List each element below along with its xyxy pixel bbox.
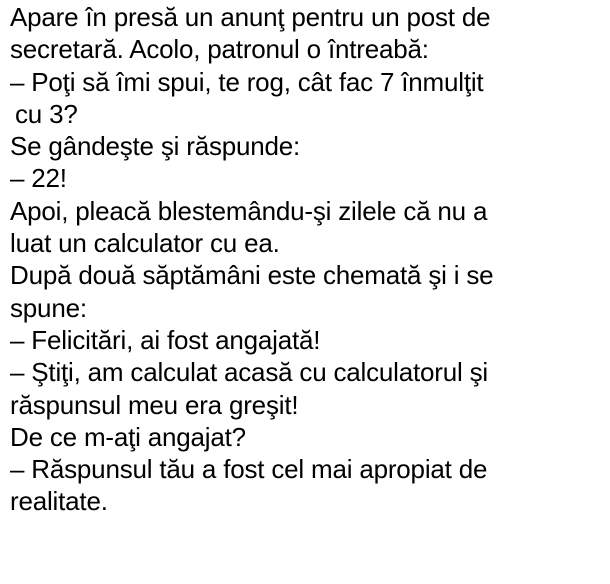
text-line: După două săptămâni este chemată şi i se xyxy=(10,260,494,291)
text-line: răspunsul meu era greşit! xyxy=(10,389,299,420)
text-line: Se gândeşte şi răspunde: xyxy=(10,131,301,162)
text-line: Apoi, pleacă blestemându-şi zilele că nu a xyxy=(10,195,488,226)
text-line: – Răspunsul tău a fost cel mai apropiat de xyxy=(10,454,488,485)
joke-text xyxy=(10,1,606,518)
text-line: spune: xyxy=(10,292,87,323)
text-line: – Felicitări, ai fost angajată! xyxy=(10,324,321,355)
text-line: secretară. Acolo, patronul o întreabă: xyxy=(10,34,429,65)
text-line: – Poţi să îmi spui, te rog, cât fac 7 înmulţit xyxy=(10,66,484,97)
text-line: De ce m-aţi angajat? xyxy=(10,421,246,452)
text-line: – Ştiţi, am calculat acasă cu calculatorul şi xyxy=(10,357,488,388)
text-line: luat un calculator cu ea. xyxy=(10,228,280,259)
text-line: Apare în presă un anunţ pentru un post de xyxy=(10,2,491,32)
text-line: – 22! xyxy=(10,163,67,194)
text-line: realitate. xyxy=(10,486,108,517)
text-line: cu 3? xyxy=(15,98,78,129)
